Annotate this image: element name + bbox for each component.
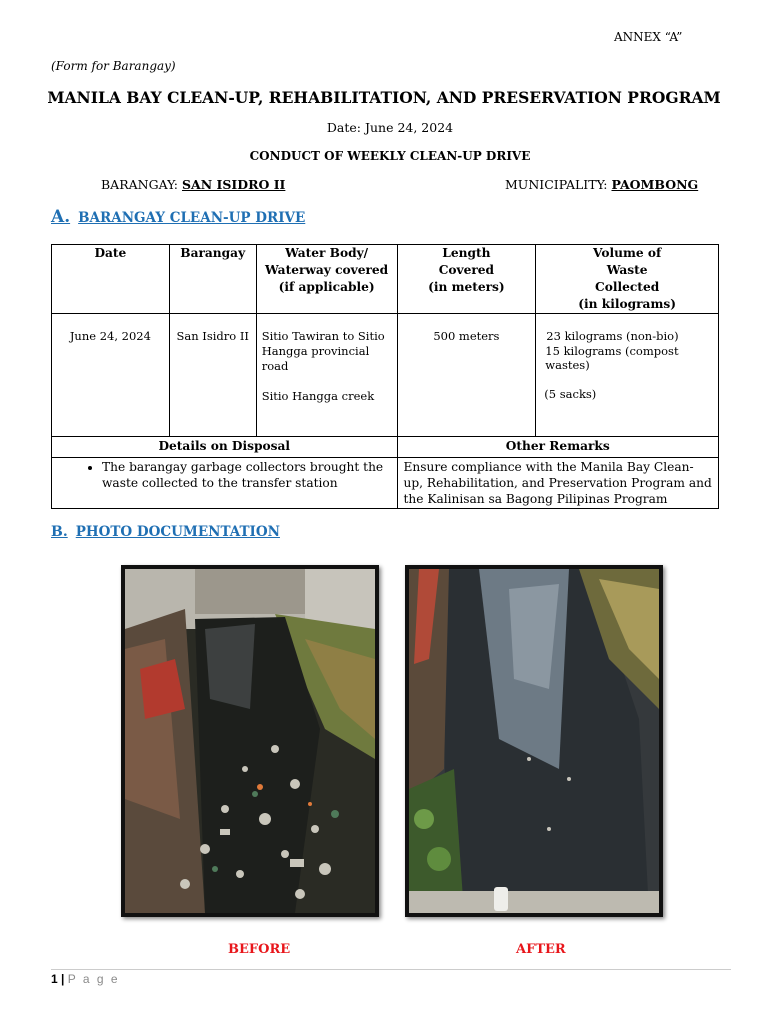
cell-length: 500 meters [397,314,536,437]
before-photo [121,565,379,917]
header-volume: Volume of Waste Collected (in kilograms) [536,245,719,314]
barangay-label: BARANGAY: [101,177,179,192]
section-b-heading [51,524,280,540]
section-b-letter: B. [51,524,68,540]
header-water-body: Water Body/ Waterway covered (if applicable) [256,245,397,314]
cleanup-table [51,244,719,509]
after-photo [405,565,663,917]
section-a-heading [51,207,305,227]
page-label: P a g e [67,972,120,986]
cell-barangay: San Isidro II [169,314,256,437]
before-caption: BEFORE [228,942,291,957]
form-for-label: (Form for Barangay) [51,59,176,73]
document-title: MANILA BAY CLEAN-UP, REHABILITATION, AND PRESERVATION PROGRAM [47,88,721,107]
header-date: Date [52,245,170,314]
details-text: • The barangay garbage collectors brought the waste collected to the transfer station [102,459,391,491]
header-length: Length Covered (in meters) [397,245,536,314]
municipality-field [505,177,698,192]
section-b-label: PHOTO DOCUMENTATION [75,524,280,540]
barangay-field [101,177,285,192]
table-header-row [52,245,719,314]
document-subtitle: CONDUCT OF WEEKLY CLEAN-UP DRIVE [249,149,531,163]
cell-volume: 23 kilograms (non-bio) 15 kilograms (compost wastes) (5 sacks) [536,314,719,437]
cell-water-body: Sitio Tawiran to Sitio Hangga provincial road Sitio Hangga creek [256,314,397,437]
date-line: Date: June 24, 2024 [326,120,454,135]
section-a-letter: A. [51,207,71,227]
details-cell [52,458,398,509]
footer-divider [51,969,731,970]
table-footer-row [52,458,719,509]
page-separator: | [61,972,65,986]
table-subheader-row [52,437,719,458]
page-footer [51,972,120,986]
page-number: 1 [51,972,58,986]
header-barangay: Barangay [169,245,256,314]
after-caption: AFTER [516,942,566,957]
barangay-value: SAN ISIDRO II [182,177,286,192]
municipality-label: MUNICIPALITY: [505,177,608,192]
municipality-value: PAOMBONG [611,177,699,192]
remarks-cell: Ensure compliance with the Manila Bay Clean-up, Rehabilitation, and Preservation Program and the Kalinisan sa Bagong Pilipinas Program [397,458,718,509]
cell-date: June 24, 2024 [52,314,170,437]
table-row [52,314,719,437]
section-a-label: BARANGAY CLEAN-UP DRIVE [78,210,306,226]
details-header: Details on Disposal [52,437,398,458]
annex-label: ANNEX “A” [614,30,683,44]
remarks-header: Other Remarks [397,437,718,458]
